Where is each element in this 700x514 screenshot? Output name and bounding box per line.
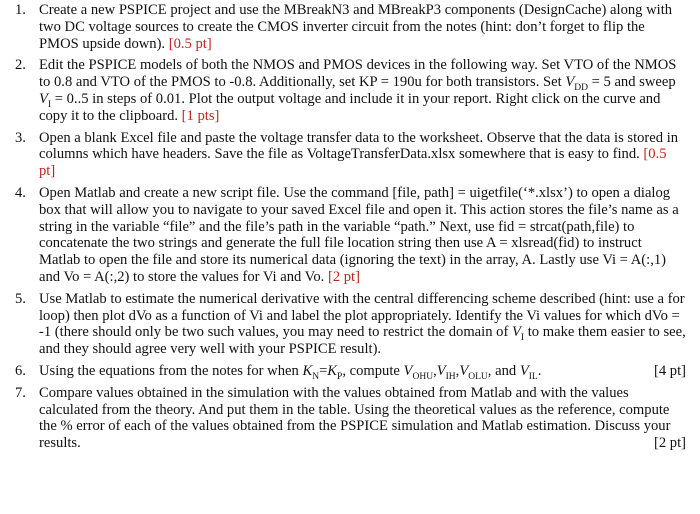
task-number: 5. xyxy=(15,290,26,307)
task-text xyxy=(39,363,690,380)
task-description: , compute xyxy=(342,362,400,379)
task-text xyxy=(39,185,690,286)
math-vohu: $V_{OHU}$ xyxy=(403,362,434,382)
task-description: = 5 and sweep xyxy=(591,74,676,91)
task-list xyxy=(15,2,690,452)
math-separator: , xyxy=(433,362,437,379)
task-points: [0.5 pt] xyxy=(168,35,212,52)
task-number: 7. xyxy=(15,384,26,401)
task-number: 4. xyxy=(15,184,26,201)
task-description: = 0..5 in steps of 0.01. Plot the output voltage and include it in your report. Right click on the curve and copy it to the clipboard. xyxy=(39,90,661,124)
task-text xyxy=(39,57,690,124)
task-item-1 xyxy=(15,2,690,52)
task-description: to make them easier to see, and they should agree very well with your PSPICE result). xyxy=(39,324,686,358)
math-separator: , xyxy=(487,362,492,379)
task-points: [2 pt] xyxy=(653,435,686,452)
task-points: [4 pt] xyxy=(653,362,686,379)
task-points: [1 pts] xyxy=(181,107,220,124)
task-text xyxy=(39,291,690,358)
math-equals: = xyxy=(319,362,328,379)
task-item-6 xyxy=(15,363,690,380)
math-vi: $V_I$ xyxy=(39,90,52,110)
task-item-3 xyxy=(15,130,690,180)
task-conjunction: and xyxy=(495,362,517,379)
math-kn: $K_N$ xyxy=(302,362,320,382)
task-number: 2. xyxy=(15,57,26,74)
task-description: Use Matlab to estimate the numerical derivative with the central differencing scheme described (hint: use a for loop) then plot dVo as a function of Vi and label the plot appropriately. Identify the Vi values for which dVo = -1 (there should only be two such values, you may need to restrict the domain of xyxy=(39,290,685,341)
task-description: Create a new PSPICE project and use the MBreakN3 and MBreakP3 components (DesignCache) along with two DC voltage sources to create the CMOS inverter circuit from the notes (hint: don’t forget to flip the PMOS upside down). xyxy=(39,2,673,52)
task-item-7 xyxy=(15,385,690,452)
task-description: Using the equations from the notes for when xyxy=(39,362,299,379)
task-text xyxy=(39,130,690,180)
task-number: 1. xyxy=(15,2,26,18)
task-description: Edit the PSPICE models of both the NMOS and PMOS devices in the following way. Set VTO of the NMOS to 0.8 and VTO of the PMOS to -0.8. Additionally, set KP = 190u for both transistors. Set xyxy=(39,57,677,91)
task-item-4 xyxy=(15,185,690,286)
math-vdd: $V_{DD}$ xyxy=(565,74,588,94)
task-text xyxy=(39,385,690,452)
math-vi: $V_I$ xyxy=(511,324,525,344)
task-item-2 xyxy=(15,57,690,124)
math-vil: $V_{IL}$ xyxy=(519,362,538,382)
task-description: Open Matlab and create a new script file. Use the command [file, path] = uigetfile(‘*.xlsx’) to open a dialog box that will allow you to navigate to your saved Excel file and open it. This action stores the file’s name as a string in the variable “file” and the file’s path in the variable “path.” Next, use fid = strcat(path,file) to concatenate the two strings and generate the full file location string then use A = xlsread(fid) to instruct Matlab to open the file and store its numerical data (ignoring the text) in the array, A. Lastly use Vi = A(:,1) and Vo = A(:,2) to store the values for Vi and Vo. xyxy=(39,184,679,285)
task-text xyxy=(39,2,690,52)
task-number: 3. xyxy=(15,129,26,146)
task-description: Compare values obtained in the simulation with the values obtained from Matlab and with the values calculated from the theory. And put them in the table. Using the theoretical values as the reference, compute the % error of each of the values obtained from the PSPICE simulation and Matlab estimation. Discuss your results. xyxy=(39,384,671,452)
math-vih: $V_{IH}$ xyxy=(436,362,456,382)
math-kp: $K_P$ xyxy=(327,362,343,382)
task-item-5 xyxy=(15,291,690,358)
task-period: . xyxy=(537,362,542,379)
task-points: [0.5 pt] xyxy=(39,146,667,180)
math-separator: , xyxy=(455,362,460,379)
task-number: 6. xyxy=(15,362,26,379)
math-volu: $V_{OLU}$ xyxy=(459,362,488,382)
task-points: [2 pt] xyxy=(327,268,360,285)
task-description: Open a blank Excel file and paste the voltage transfer data to the worksheet. Observe that the data is stored in columns which have headers. Save the file as VoltageTransferData.xlsx somewhere that is easy to find. xyxy=(39,129,679,163)
